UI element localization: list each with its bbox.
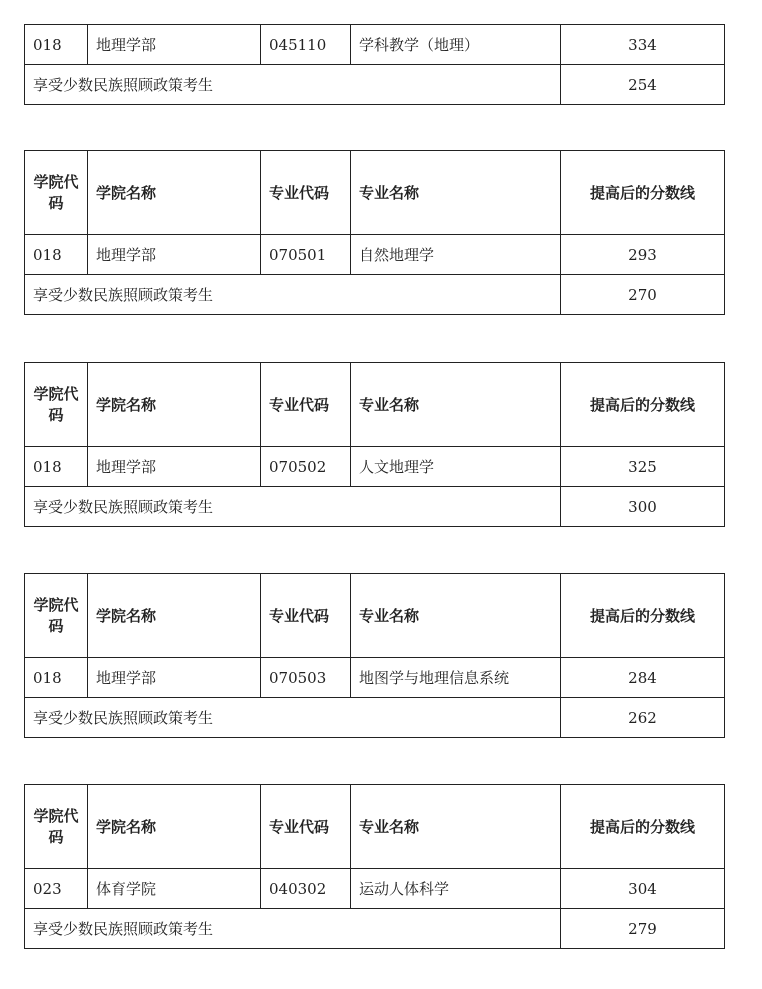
table-row [25,658,725,698]
score-table-5 [24,784,725,949]
header-major-code: 专业代码 [261,363,351,447]
college-code-cell: 023 [25,869,88,909]
header-score-line: 提高后的分数线 [561,363,725,447]
college-name-cell: 地理学部 [88,447,261,487]
header-college-code: 学院代码 [25,363,88,447]
header-score-line: 提高后的分数线 [561,574,725,658]
header-row [25,574,725,658]
score-table-3 [24,362,725,527]
college-code-cell: 018 [25,235,88,275]
table-row [25,869,725,909]
table-row [25,447,725,487]
score-cell: 293 [561,235,725,275]
header-major-name: 专业名称 [351,151,561,235]
major-code-cell: 070503 [261,658,351,698]
header-college-name: 学院名称 [88,574,261,658]
major-code-cell: 040302 [261,869,351,909]
major-name-cell: 人文地理学 [351,447,561,487]
header-college-code: 学院代码 [25,785,88,869]
college-code-cell: 018 [25,447,88,487]
score-cell: 334 [561,25,725,65]
score-table-4 [24,573,725,738]
header-college-name: 学院名称 [88,785,261,869]
header-college-code: 学院代码 [25,151,88,235]
minority-label-cell: 享受少数民族照顾政策考生 [25,909,561,949]
score-cell: 304 [561,869,725,909]
table-row [25,235,725,275]
college-code-cell: 018 [25,25,88,65]
major-name-cell: 地图学与地理信息系统 [351,658,561,698]
major-name-cell: 运动人体科学 [351,869,561,909]
major-name-cell: 自然地理学 [351,235,561,275]
college-name-cell: 体育学院 [88,869,261,909]
minority-label-cell: 享受少数民族照顾政策考生 [25,65,561,105]
college-name-cell: 地理学部 [88,25,261,65]
header-major-code: 专业代码 [261,785,351,869]
score-table-1 [24,24,725,105]
header-row [25,151,725,235]
minority-row [25,487,725,527]
header-college-name: 学院名称 [88,151,261,235]
header-college-code: 学院代码 [25,574,88,658]
header-score-line: 提高后的分数线 [561,785,725,869]
minority-row [25,275,725,315]
score-cell: 325 [561,447,725,487]
major-name-cell: 学科教学（地理） [351,25,561,65]
header-major-code: 专业代码 [261,151,351,235]
minority-row [25,698,725,738]
header-major-code: 专业代码 [261,574,351,658]
score-table-2 [24,150,725,315]
minority-score-cell: 270 [561,275,725,315]
minority-row [25,909,725,949]
header-row [25,785,725,869]
minority-score-cell: 300 [561,487,725,527]
header-major-name: 专业名称 [351,785,561,869]
header-score-line: 提高后的分数线 [561,151,725,235]
minority-score-cell: 279 [561,909,725,949]
header-row [25,363,725,447]
minority-label-cell: 享受少数民族照顾政策考生 [25,275,561,315]
score-cell: 284 [561,658,725,698]
major-code-cell: 045110 [261,25,351,65]
minority-label-cell: 享受少数民族照顾政策考生 [25,487,561,527]
major-code-cell: 070502 [261,447,351,487]
minority-row [25,65,725,105]
college-name-cell: 地理学部 [88,658,261,698]
minority-score-cell: 262 [561,698,725,738]
header-major-name: 专业名称 [351,574,561,658]
header-college-name: 学院名称 [88,363,261,447]
header-major-name: 专业名称 [351,363,561,447]
minority-score-cell: 254 [561,65,725,105]
table-row [25,25,725,65]
college-name-cell: 地理学部 [88,235,261,275]
major-code-cell: 070501 [261,235,351,275]
college-code-cell: 018 [25,658,88,698]
minority-label-cell: 享受少数民族照顾政策考生 [25,698,561,738]
